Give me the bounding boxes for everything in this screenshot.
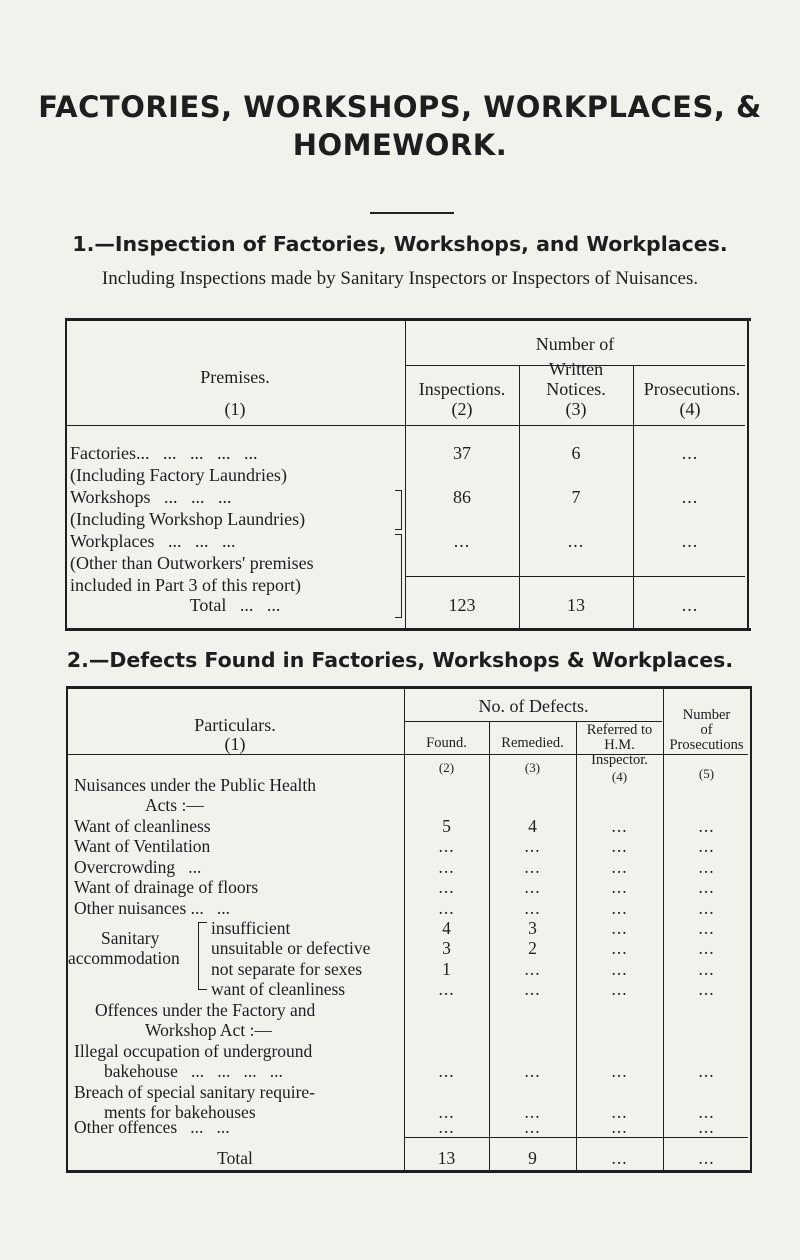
defect-cell-not-separate: 1 [442, 959, 451, 979]
defect-cell-breach: ... [611, 1102, 628, 1122]
particulars-line: accommodation [68, 948, 180, 968]
defect-cell-drainage: ... [698, 877, 715, 897]
row-note: (Including Factory Laundries) [70, 465, 287, 485]
defect-cell-cleanliness: ... [698, 816, 715, 836]
particulars-line: Sanitary [101, 928, 160, 948]
header-number-of-prosecutions: Number [682, 707, 731, 723]
header-referred: Inspector. [591, 752, 648, 768]
defect-cell-illegal: ... [438, 1061, 455, 1081]
particulars-line: want of cleanliness [211, 979, 346, 999]
row-label: Workplaces ... ... ... [70, 531, 236, 551]
defect-cell-total: ... [698, 1148, 715, 1168]
particulars-line: unsuitable or defective [211, 938, 371, 958]
particulars-line: Illegal occupation of underground [74, 1041, 313, 1061]
particulars-line: Other offences ... ... [74, 1117, 230, 1137]
row-label: Factories... ... ... ... ... [70, 443, 258, 463]
particulars-line: Want of cleanliness [74, 816, 211, 836]
defect-cell-unsuitable: 2 [528, 938, 537, 958]
particulars-line: Acts :— [145, 795, 204, 815]
particulars-line: Workshop Act :— [145, 1020, 272, 1040]
particulars-line: Breach of special sanitary require- [74, 1082, 315, 1102]
defect-cell-ventilation: ... [438, 836, 455, 856]
defect-cell-ventilation: ... [698, 836, 715, 856]
section1-heading: 1.—Inspection of Factories, Workshops, and Workplaces. [72, 232, 728, 256]
defect-cell-not-separate: ... [611, 959, 628, 979]
defect-cell-overcrowding: ... [524, 857, 541, 877]
total-prosecutions: ... [681, 595, 699, 615]
defect-cell-drainage: ... [611, 877, 628, 897]
defect-cell-total: ... [611, 1148, 628, 1168]
defect-cell-ventilation: ... [524, 836, 541, 856]
defect-cell-want-cleanliness: ... [698, 979, 715, 999]
section1-subheading: Including Inspections made by Sanitary Inspectors or Inspectors of Nuisances. [101, 268, 699, 289]
total-inspections: 123 [448, 595, 476, 615]
particulars-line: Overcrowding ... [74, 857, 202, 877]
header-remedied-num: (3) [524, 760, 541, 775]
defect-cell-total: 13 [437, 1148, 456, 1168]
cell-inspections: 86 [453, 487, 471, 507]
particulars-line: Nuisances under the Public Health [74, 775, 317, 795]
table-border-bottom [66, 1170, 752, 1173]
defect-cell-unsuitable: ... [611, 938, 628, 958]
cell-notices: 7 [571, 487, 581, 507]
section2-heading: 2.—Defects Found in Factories, Workshops & Workplaces. [66, 648, 734, 672]
defect-cell-not-separate: ... [698, 959, 715, 979]
header-premises-num: (1) [224, 399, 246, 419]
cell-prosecutions: ... [681, 487, 699, 507]
defect-cell-insufficient: 3 [528, 918, 537, 938]
defect-cell-overcrowding: ... [698, 857, 715, 877]
brace [395, 490, 402, 530]
defect-cell-breach: ... [438, 1102, 455, 1122]
defect-cell-overcrowding: ... [611, 857, 628, 877]
cell-notices: 6 [571, 443, 581, 463]
header-prosecutions: Prosecutions. [643, 379, 741, 399]
defect-cell-other-offences: ... [611, 1117, 628, 1137]
header-number-of-prosecutions: of [700, 722, 713, 738]
particulars-line: bakehouse ... ... ... ... [104, 1061, 283, 1081]
brace [198, 922, 207, 990]
defect-cell-breach: ... [524, 1102, 541, 1122]
cell-prosecutions: ... [681, 443, 699, 463]
particulars-line: ments for bakehouses [104, 1102, 256, 1122]
defect-cell-other-nuisances: ... [611, 898, 628, 918]
header-inspections-num: (2) [451, 399, 473, 419]
total-notices: 13 [567, 595, 585, 615]
defect-cell-want-cleanliness: ... [438, 979, 455, 999]
table-rule [405, 318, 406, 630]
defect-cell-unsuitable: 3 [442, 938, 451, 958]
table-border-left [65, 318, 67, 630]
header-referred: H.M. [604, 737, 635, 753]
particulars-line: Want of Ventilation [74, 836, 211, 856]
particulars-line: Offences under the Factory and [95, 1000, 316, 1020]
total-label: Total [217, 1148, 253, 1168]
particulars-line: Other nuisances ... ... [74, 898, 231, 918]
row-note: (Including Workshop Laundries) [70, 509, 306, 529]
row-note: (Other than Outworkers' premises [70, 553, 314, 573]
defect-cell-cleanliness: 4 [528, 816, 537, 836]
table-border-right [750, 686, 752, 1172]
table-border-top [66, 686, 752, 689]
cell-inspections: ... [453, 531, 471, 551]
defect-cell-ventilation: ... [611, 836, 628, 856]
defect-cell-other-nuisances: ... [698, 898, 715, 918]
header-number-of-prosecutions: Prosecutions [669, 737, 744, 753]
header-written: Written [548, 359, 604, 379]
defect-cell-overcrowding: ... [438, 857, 455, 877]
header-written-num: (3) [565, 399, 587, 419]
defect-cell-other-nuisances: ... [524, 898, 541, 918]
defect-cell-insufficient: ... [611, 918, 628, 938]
table-border-right [747, 318, 749, 630]
header-particulars: Particulars. [194, 715, 276, 735]
defect-cell-illegal: ... [524, 1061, 541, 1081]
defect-cell-other-offences: ... [524, 1117, 541, 1137]
defect-cell-insufficient: ... [698, 918, 715, 938]
particulars-line: Want of drainage of floors [74, 877, 259, 897]
table-border-bottom [65, 628, 751, 631]
row-label: Workshops ... ... ... [70, 487, 232, 507]
table-border-top [65, 318, 751, 321]
cell-inspections: 37 [453, 443, 471, 463]
defect-cell-unsuitable: ... [698, 938, 715, 958]
defect-cell-total: 9 [528, 1148, 537, 1168]
page-title: FACTORIES, WORKSHOPS, WORKPLACES, & HOMEWORK. [38, 90, 762, 162]
defect-cell-want-cleanliness: ... [524, 979, 541, 999]
cell-notices: ... [567, 531, 585, 551]
header-inspections: Inspections. [418, 379, 506, 399]
defect-cell-other-nuisances: ... [438, 898, 455, 918]
defect-cell-cleanliness: ... [611, 816, 628, 836]
header-no-of-defects: No. of Defects. [478, 696, 589, 716]
header-particulars-num: (1) [224, 734, 246, 754]
header-notices: Notices. [546, 379, 606, 399]
defect-cell-illegal: ... [698, 1061, 715, 1081]
table-rule [405, 576, 745, 577]
particulars-line: insufficient [211, 918, 291, 938]
title-divider [370, 212, 454, 214]
header-referred: Referred to [586, 722, 653, 738]
header-remedied: Remedied. [501, 735, 564, 751]
header-premises: Premises. [200, 367, 270, 387]
header-prosecutions-num: (4) [679, 399, 701, 419]
defect-cell-want-cleanliness: ... [611, 979, 628, 999]
defect-cell-cleanliness: 5 [442, 816, 451, 836]
cell-prosecutions: ... [681, 531, 699, 551]
defect-cell-other-offences: ... [438, 1117, 455, 1137]
header-number-of: Number of [535, 334, 615, 354]
defect-cell-other-offences: ... [698, 1117, 715, 1137]
defect-cell-drainage: ... [524, 877, 541, 897]
header-found: Found. [426, 735, 467, 751]
defect-cell-insufficient: 4 [442, 918, 451, 938]
table-border-left [66, 686, 68, 1172]
particulars-line: not separate for sexes [211, 959, 363, 979]
defect-cell-illegal: ... [611, 1061, 628, 1081]
header-number-num: (5) [698, 766, 715, 781]
header-referred-num: (4) [611, 769, 628, 784]
defect-cell-not-separate: ... [524, 959, 541, 979]
total-label: Total ... ... [189, 595, 281, 615]
header-found-num: (2) [438, 760, 455, 775]
row-note: included in Part 3 of this report) [70, 575, 301, 595]
defect-cell-drainage: ... [438, 877, 455, 897]
defect-cell-breach: ... [698, 1102, 715, 1122]
